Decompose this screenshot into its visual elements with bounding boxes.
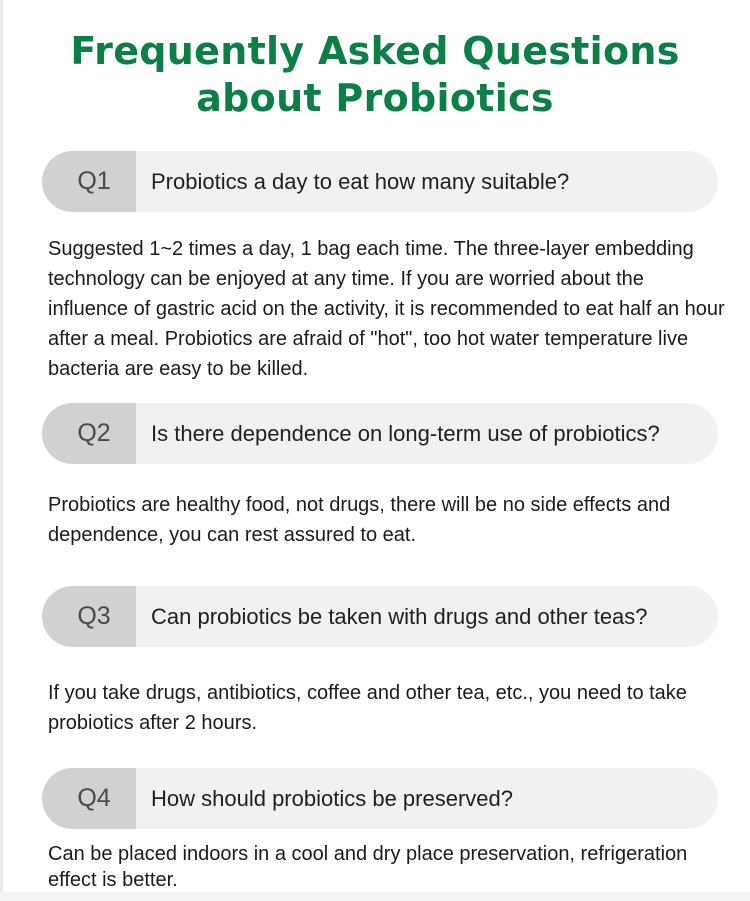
faq-question-2-text: Is there dependence on long-term use of probiotics? xyxy=(151,421,660,446)
page-bottom-edge xyxy=(0,892,750,901)
faq-answer-1: Suggested 1~2 times a day, 1 bag each time. The three-layer embedding technology can be enjoyed at any time. If you are worried about the influence of gastric acid on the activity, it is recommended to eat half an hour after a meal. Probiotics are afraid of "hot", too hot water temperature live bacteria are easy to be killed. xyxy=(48,238,725,380)
page-left-edge xyxy=(0,0,3,901)
faq-question-4-text: How should probiotics be preserved? xyxy=(151,786,513,811)
faq-answer-3: If you take drugs, antibiotics, coffee and other tea, etc., you need to take probiotics after 2 hours. xyxy=(48,682,687,734)
faq-answer-4: Can be placed indoors in a cool and dry place preservation, refrigeration effect is better. xyxy=(48,843,688,891)
faq-answer-2: Probiotics are healthy food, not drugs, there will be no side effects and dependence, you can rest assured to eat. xyxy=(48,494,671,546)
page-title-line-1: Frequently Asked Questions xyxy=(70,29,680,73)
page-title-line-2: about Probiotics xyxy=(196,76,554,120)
faq-question-1 xyxy=(42,151,718,212)
faq-question-4 xyxy=(42,768,718,829)
page-title xyxy=(0,28,750,122)
faq-question-3 xyxy=(42,586,718,647)
faq-question-4-number: Q4 xyxy=(42,768,136,829)
faq-question-1-number: Q1 xyxy=(42,151,136,212)
faq-question-2-number: Q2 xyxy=(42,403,136,464)
faq-question-3-text: Can probiotics be taken with drugs and other teas? xyxy=(151,604,648,629)
faq-question-2 xyxy=(42,403,718,464)
faq-question-3-number: Q3 xyxy=(42,586,136,647)
faq-question-1-text: Probiotics a day to eat how many suitable? xyxy=(151,169,570,194)
